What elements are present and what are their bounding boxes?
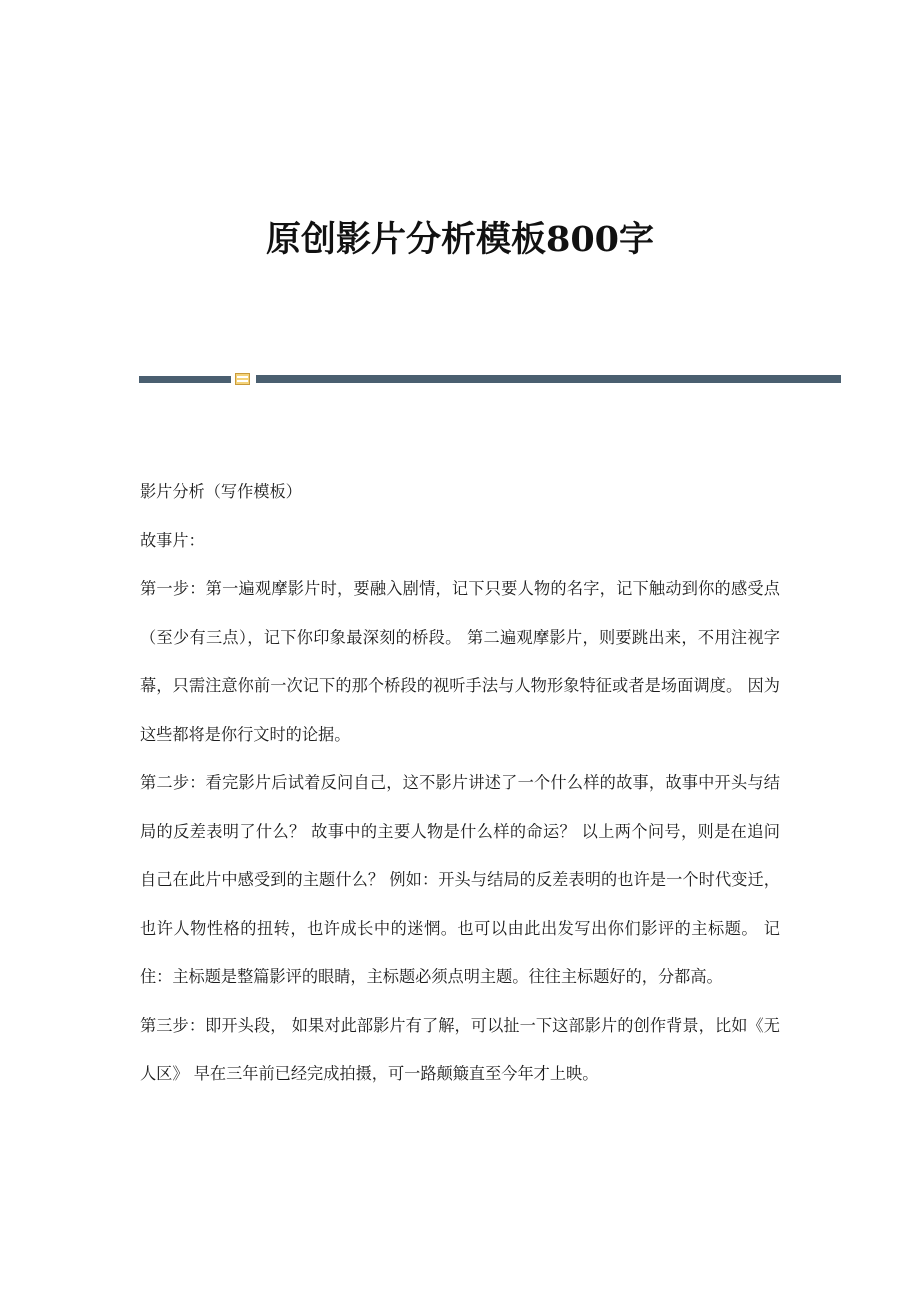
paragraph-step-3: 第三步：即开头段， 如果对此部影片有了解，可以扯一下这部影片的创作背景，比如《无人区》 早在三年前已经完成拍摄，可一路颠簸直至今年才上映。	[140, 1015, 780, 1083]
divider-bar-right	[256, 375, 841, 383]
document-emblem-icon	[235, 373, 250, 385]
document-body	[140, 468, 780, 1099]
paragraph-step-2: 第二步：看完影片后试着反问自己，这不影片讲述了一个什么样的故事，故事中开头与结局的反差表明了什么？ 故事中的主要人物是什么样的命运？ 以上两个问号，则是在追问自己在此片中感受到的主题什么？ 例如：开头与结局的反差表明的也许是一个时代变迁，也许人物性格的扭转，也许成长中的迷惘。也可以由此出发写出你们影评的主标题。 记住：主标题是整篇影评的眼睛，主标题必须点明主题。往往主标题好的，分都高。	[140, 773, 780, 986]
divider-bar-left	[139, 376, 231, 383]
subheading: 故事片：	[140, 530, 205, 550]
title-divider	[139, 373, 841, 385]
paragraph-step-1: 第一步：第一遍观摩影片时，要融入剧情，记下只要人物的名字，记下触动到你的感受点（至少有三点），记下你印象最深刻的桥段。 第二遍观摩影片，则要跳出来，不用注视字幕，只需注意你前一次记下的那个桥段的视听手法与人物形象特征或者是场面调度。 因为这些都将是你行文时的论据。	[140, 579, 780, 744]
page-title: 原创影片分析模板800字	[265, 219, 655, 260]
section-heading: 影片分析（写作模板）	[140, 482, 302, 501]
